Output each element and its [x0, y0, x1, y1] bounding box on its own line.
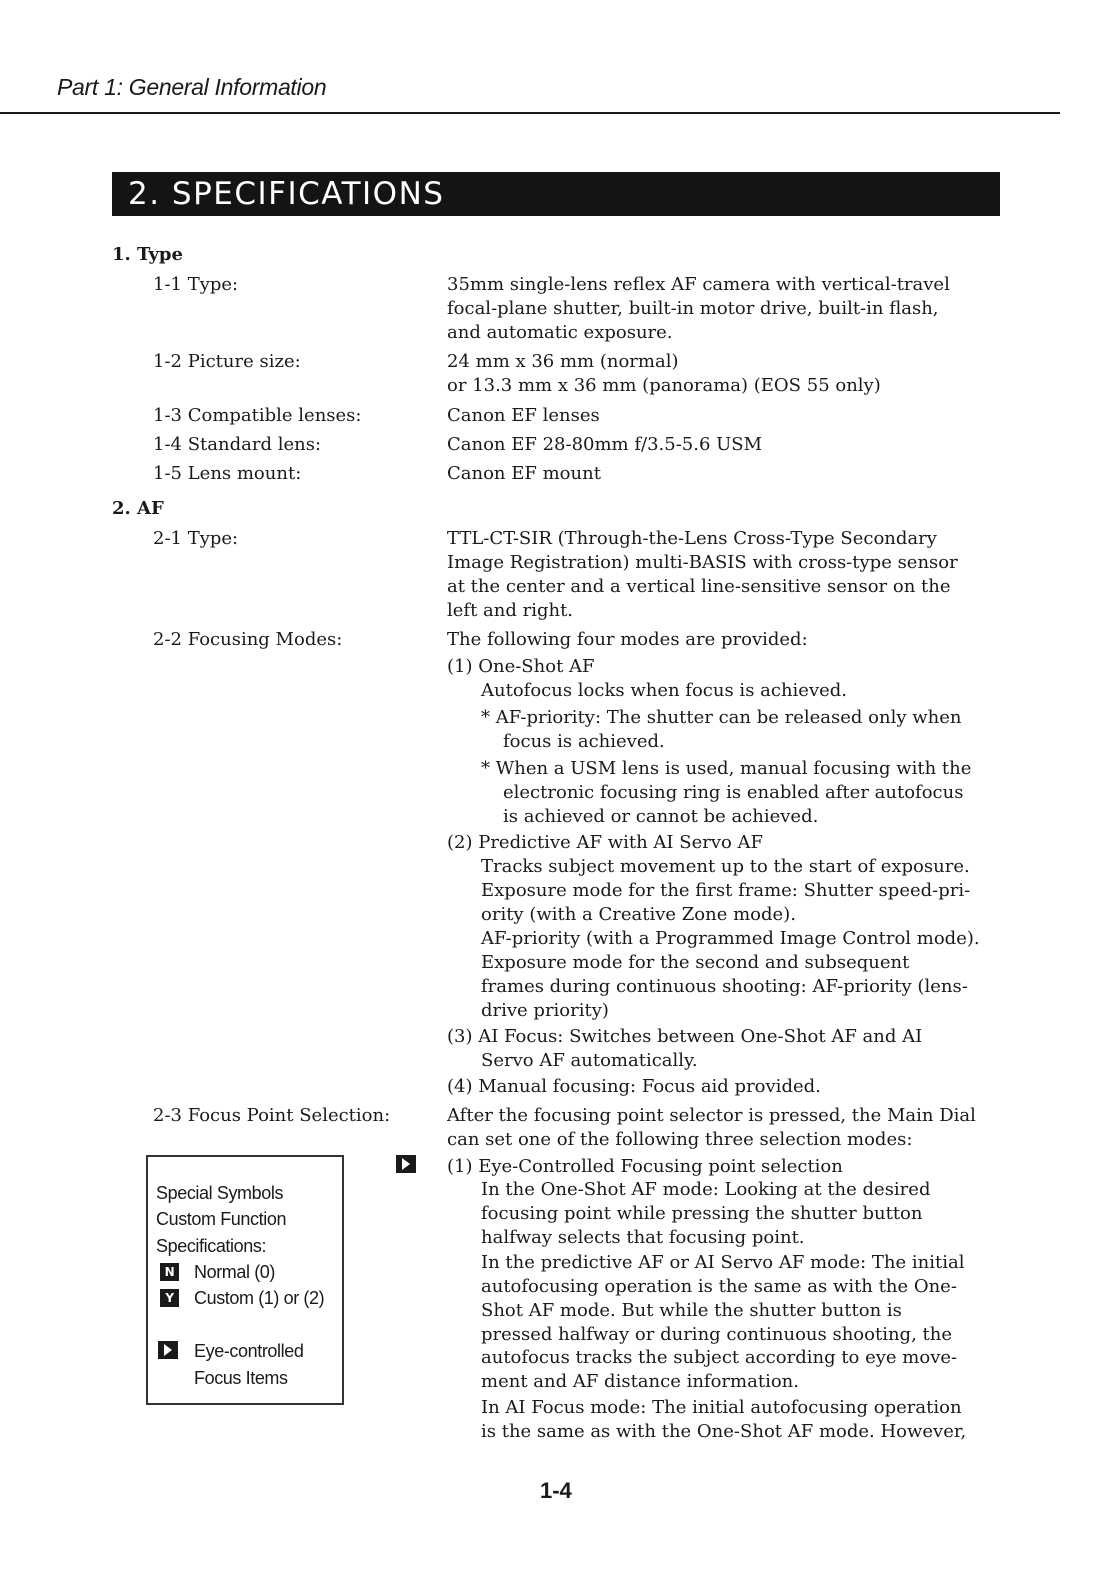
eye-controlled-icon: [396, 1155, 416, 1173]
spec-value-line: focal-plane shutter, built-in motor drive, built-in flash,: [447, 298, 939, 319]
legend-line: Custom Function: [156, 1209, 287, 1229]
spec-value-line: The following four modes are provided:: [447, 629, 808, 650]
part-title: Part 1: General Information: [57, 74, 327, 100]
header-rule: [0, 112, 1060, 114]
spec-value-line: * When a USM lens is used, manual focusing with the: [481, 758, 972, 779]
spec-label: 1-4 Standard lens:: [153, 434, 322, 455]
page-number: 1-4: [540, 1478, 572, 1503]
af-heading: 2. AF: [112, 498, 164, 519]
spec-value-line: * AF-priority: The shutter can be released only when: [481, 707, 962, 728]
spec-label: 1-3 Compatible lenses:: [153, 405, 362, 426]
spec-value-line: Canon EF lenses: [447, 405, 600, 426]
spec-label: 2-1 Type:: [153, 528, 239, 549]
custom-badge-icon: Y: [160, 1289, 179, 1307]
spec-value-line: is the same as with the One-Shot AF mode. However,: [481, 1421, 967, 1442]
spec-value-line: (1) Eye-Controlled Focusing point selection: [447, 1156, 843, 1177]
spec-value-line: (2) Predictive AF with AI Servo AF: [447, 832, 764, 853]
spec-label: 2-3 Focus Point Selection:: [153, 1105, 391, 1126]
spec-value-line: In the One-Shot AF mode: Looking at the desired: [481, 1179, 931, 1200]
spec-value-line: (1) One-Shot AF: [447, 656, 595, 677]
spec-value-line: Image Registration) multi-BASIS with cross-type sensor: [447, 552, 958, 573]
normal-badge-icon: N: [160, 1263, 179, 1281]
spec-value-line: In the predictive AF or AI Servo AF mode: The initial: [481, 1252, 965, 1273]
spec-value-line: left and right.: [447, 600, 574, 621]
spec-value-line: Servo AF automatically.: [481, 1050, 698, 1071]
spec-value-line: focus is achieved.: [503, 731, 665, 752]
spec-value-line: focusing point while pressing the shutter button: [481, 1203, 923, 1224]
spec-value-line: or 13.3 mm x 36 mm (panorama) (EOS 55 only): [447, 375, 881, 396]
spec-label: 1-2 Picture size:: [153, 351, 301, 372]
spec-value-line: 35mm single-lens reflex AF camera with vertical-travel: [447, 274, 950, 295]
spec-value-line: (3) AI Focus: Switches between One-Shot AF and AI: [447, 1026, 923, 1047]
type-heading: 1. Type: [112, 244, 183, 265]
spec-value-line: Canon EF 28-80mm f/3.5-5.6 USM: [447, 434, 763, 455]
spec-value-line: can set one of the following three selection modes:: [447, 1129, 913, 1150]
spec-label: 1-1 Type:: [153, 274, 239, 295]
spec-value-line: pressed halfway or during continuous shooting, the: [481, 1324, 953, 1345]
spec-value-line: 24 mm x 36 mm (normal): [447, 351, 679, 372]
section-title: 2. SPECIFICATIONS: [112, 172, 1000, 216]
spec-value-line: autofocus tracks the subject according to eye move-: [481, 1347, 958, 1368]
legend-eye-label: Focus Items: [194, 1368, 288, 1388]
spec-value-line: TTL-CT-SIR (Through-the-Lens Cross-Type Secondary: [447, 528, 937, 549]
spec-value-line: In AI Focus mode: The initial autofocusing operation: [481, 1397, 962, 1418]
spec-value-line: drive priority): [481, 1000, 609, 1021]
spec-value-line: Canon EF mount: [447, 463, 601, 484]
spec-value-line: After the focusing point selector is pressed, the Main Dial: [447, 1105, 976, 1126]
legend-normal-label: Normal (0): [194, 1262, 276, 1282]
special-symbols-legend: [146, 1155, 344, 1405]
eye-controlled-icon: [158, 1341, 178, 1359]
spec-value-line: Tracks subject movement up to the start of exposure.: [481, 856, 970, 877]
spec-value-line: Shot AF mode. But while the shutter button is: [481, 1300, 902, 1321]
spec-value-line: frames during continuous shooting: AF-priority (lens-: [481, 976, 968, 997]
legend-line: Specifications:: [156, 1236, 267, 1256]
spec-value-line: at the center and a vertical line-sensitive sensor on the: [447, 576, 951, 597]
spec-value-line: ment and AF distance information.: [481, 1371, 799, 1392]
spec-value-line: Exposure mode for the second and subsequent: [481, 952, 910, 973]
spec-value-line: autofocusing operation is the same as with the One-: [481, 1276, 957, 1297]
spec-value-line: (4) Manual focusing: Focus aid provided.: [447, 1076, 821, 1097]
spec-value-line: halfway selects that focusing point.: [481, 1227, 805, 1248]
spec-value-line: and automatic exposure.: [447, 322, 673, 343]
spec-value-line: Autofocus locks when focus is achieved.: [481, 680, 848, 701]
spec-value-line: ority (with a Creative Zone mode).: [481, 904, 796, 925]
spec-label: 2-2 Focusing Modes:: [153, 629, 343, 650]
spec-label: 1-5 Lens mount:: [153, 463, 302, 484]
legend-custom-label: Custom (1) or (2): [194, 1288, 325, 1308]
spec-value-line: AF-priority (with a Programmed Image Control mode).: [481, 928, 980, 949]
spec-value-line: electronic focusing ring is enabled after autofocus: [503, 782, 964, 803]
legend-eye-label: Eye-controlled: [194, 1341, 304, 1361]
legend-line: Special Symbols: [156, 1183, 284, 1203]
spec-value-line: is achieved or cannot be achieved.: [503, 806, 819, 827]
spec-value-line: Exposure mode for the first frame: Shutter speed-pri-: [481, 880, 971, 901]
